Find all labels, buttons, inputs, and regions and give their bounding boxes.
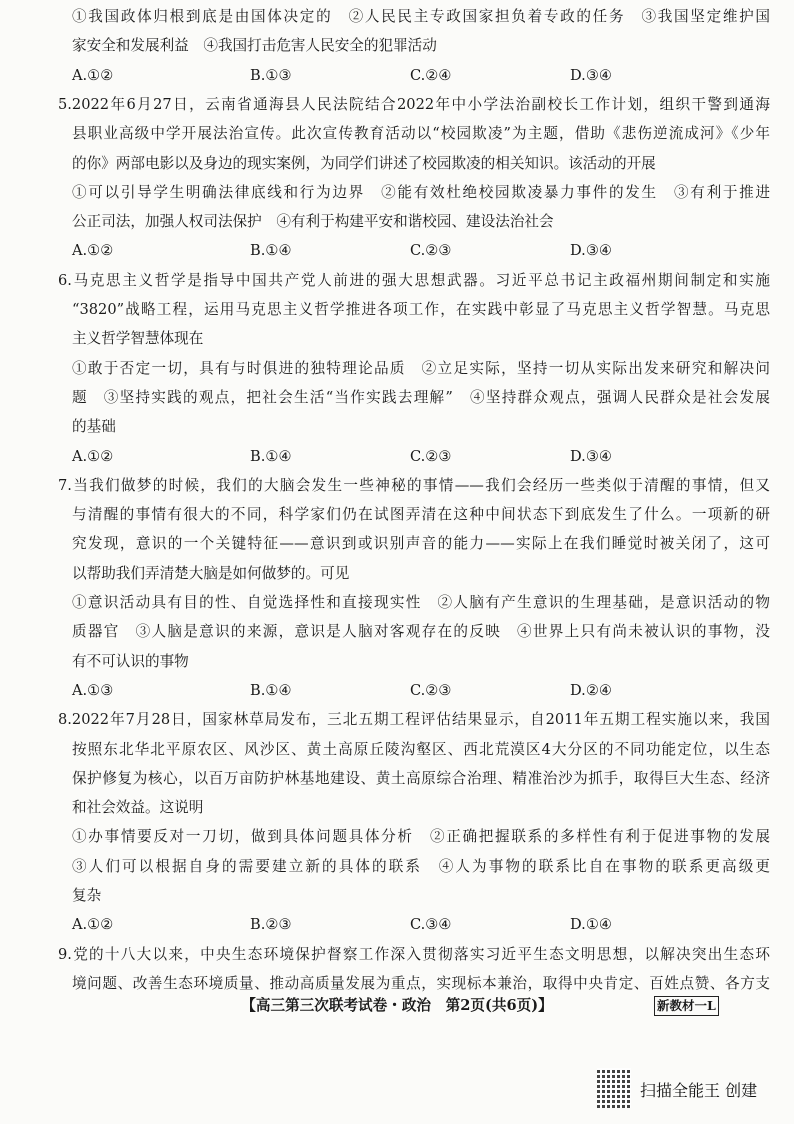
question-text-line: 与清醒的事情有很大的不同，科学家们仍在试图弄清在这种中间状态下到底发生了什么。一项新的研 <box>72 506 770 524</box>
question-stem: 9.党的十八大以来，中央生态环境保护督察工作深入贯彻落实习近平生态文明思想，以解决突出生态环 <box>58 945 770 963</box>
answer-option-a: A.①② <box>72 242 114 260</box>
question-text-line: 按照东北华北平原农区、风沙区、黄土高原丘陵沟壑区、西北荒漠区4大分区的不同功能定位，以生态 <box>72 740 770 758</box>
answer-option-b: B.①③ <box>250 66 292 84</box>
question-text-line: 公正司法，加强人权司法保护 ④有利于构建平安和谐校园、建设法治社会 <box>72 213 554 231</box>
answer-option-b: B.①④ <box>250 681 292 699</box>
question-text-line: 究发现，意识的一个关键特征——意识到或识别声音的能力——实际上在我们睡觉时被关闭了，这可 <box>72 535 770 553</box>
question-stem: 5.2022年6月27日，云南省通海县人民法院结合2022年中小学法治副校长工作计划，组织干警到通海 <box>58 95 770 113</box>
qr-code-icon <box>597 1068 631 1108</box>
answer-option-d: D.③④ <box>570 242 612 260</box>
question-stem: 7.当我们做梦的时候，我们的大脑会发生一些神秘的事情——我们会经历一些类似于清醒的事情，但又 <box>58 476 770 494</box>
question-text-line: 境问题、改善生态环境质量、推动高质量发展为重点，实现标本兼治，取得中央肯定、百姓点赞、各方支 <box>72 974 770 992</box>
question-text-line: ①办事情要反对一刀切，做到具体问题具体分析 ②正确把握联系的多样性有利于促进事物的发展 <box>72 828 770 846</box>
answer-option-b: B.①④ <box>250 242 292 260</box>
question-text-line: 质器官 ③人脑是意识的来源，意识是人脑对客观存在的反映 ④世界上只有尚未被认识的事物，没 <box>72 623 770 641</box>
edition-badge: 新教材一L <box>654 996 719 1016</box>
answer-option-d: D.②④ <box>570 681 612 699</box>
question-text-line: 主义哲学智慧体现在 <box>72 330 204 348</box>
question-text-line: 题 ③坚持实践的观点，把社会生活“当作实践去理解” ④坚持群众观点，强调人民群众是社会发展 <box>72 388 770 406</box>
answer-option-a: A.①② <box>72 447 114 465</box>
question-text-line: 家安全和发展利益 ④我国打击危害人民安全的犯罪活动 <box>72 37 437 55</box>
question-text-line: 复杂 <box>72 887 102 904</box>
answer-option-a: A.①③ <box>72 681 114 699</box>
question-text-line: 以帮助我们弄清楚大脑是如何做梦的。可见 <box>72 564 350 582</box>
question-text-line: 保护修复为核心，以百万亩防护林基地建设、黄土高原综合治理、精准治沙为抓手，取得巨大生态、经济 <box>72 769 770 787</box>
question-text-line: 和社会效益。这说明 <box>72 799 204 817</box>
question-text-line: ①我国政体归根到底是由国体决定的 ②人民民主专政国家担负着专政的任务 ③我国坚定维护国 <box>72 8 770 25</box>
question-text-line: ①意识活动具有目的性、自觉选择性和直接现实性 ②人脑有产生意识的生理基础，是意识活动的物 <box>72 594 770 611</box>
question-text-line: ③人们可以根据自身的需要建立新的具体的联系 ④人为事物的联系比自在事物的联系更高级更 <box>72 857 770 875</box>
answer-option-a: A.①② <box>72 916 114 934</box>
answer-option-d: D.③④ <box>570 447 612 465</box>
question-text-line: 有不可认识的事物 <box>72 652 189 670</box>
answer-option-c: C.②③ <box>410 681 452 699</box>
page-footer: 【高三第三次联考试卷・政治 第2页(共6页)】 <box>241 997 553 1014</box>
question-text-line: ①敢于否定一切，具有与时俱进的独特理论品质 ②立足实际，坚持一切从实际出发来研究和解决问 <box>72 359 770 377</box>
answer-option-d: D.①④ <box>570 916 612 934</box>
answer-option-b: B.②③ <box>250 916 292 934</box>
question-stem: 6.马克思主义哲学是指导中国共产党人前进的强大思想武器。习近平总书记主政福州期间制定和实施 <box>58 271 770 289</box>
question-text-line: 县职业高级中学开展法治宣传。此次宣传教育活动以“校园欺凌”为主题，借助《悲伤逆流成河》《少年 <box>72 125 770 143</box>
answer-option-c: C.②③ <box>410 242 452 260</box>
answer-option-c: C.②④ <box>410 66 452 84</box>
question-text-line: 的你》两部电影以及身边的现实案例，为同学们讲述了校园欺凌的相关知识。该活动的开展 <box>72 154 656 172</box>
question-text-line: 的基础 <box>72 418 116 436</box>
question-text-line: “3820”战略工程，运用马克思主义哲学推进各项工作，在实践中彰显了马克思主义哲学智慧。马克思 <box>72 301 770 318</box>
scanner-watermark: 扫描全能王 创建 <box>640 1081 758 1100</box>
question-text-line: ①可以引导学生明确法律底线和行为边界 ②能有效杜绝校园欺凌暴力事件的发生 ③有利于推进 <box>72 183 770 201</box>
question-stem: 8.2022年7月28日，国家林草局发布，三北五期工程评估结果显示，自2011年五期工程实施以来，我国 <box>58 711 770 729</box>
answer-option-b: B.①④ <box>250 447 292 465</box>
answer-option-d: D.③④ <box>570 66 612 84</box>
answer-option-a: A.①② <box>72 66 114 84</box>
answer-option-c: C.③④ <box>410 916 452 934</box>
answer-option-c: C.②③ <box>410 447 452 465</box>
